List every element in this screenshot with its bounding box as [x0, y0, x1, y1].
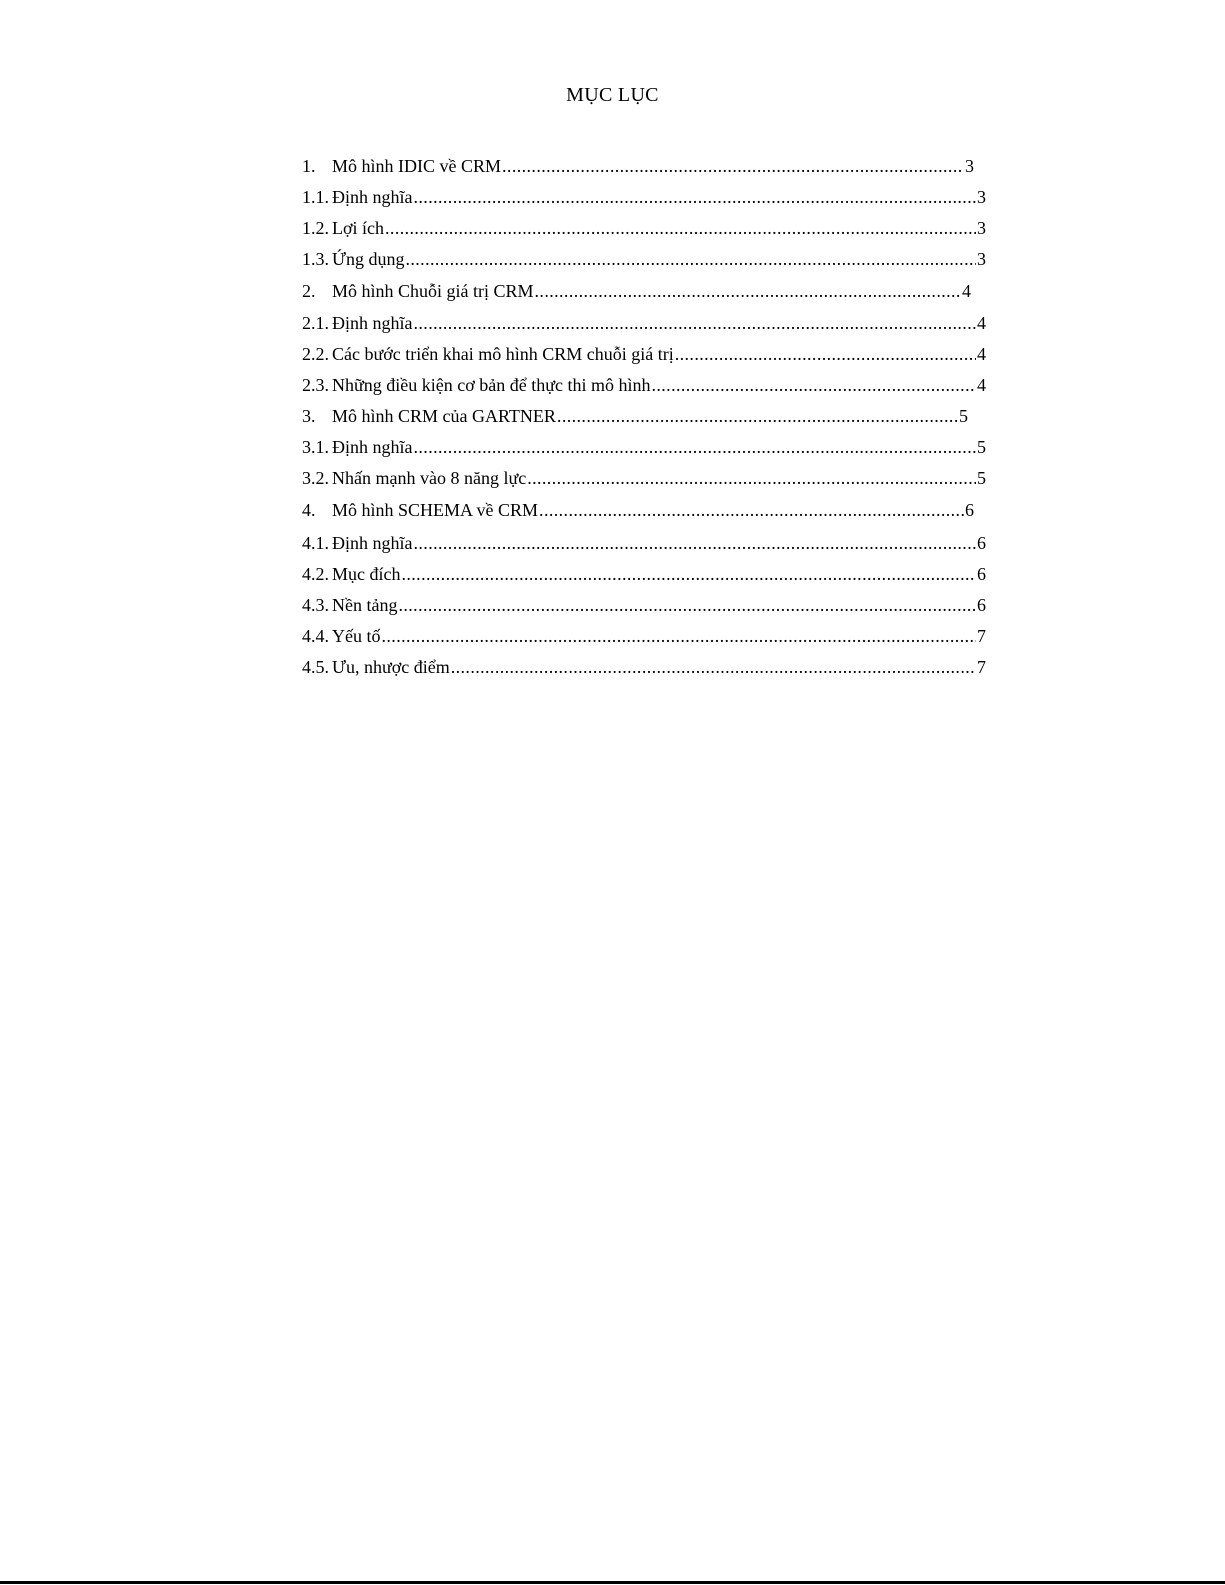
toc-dot-leader [502, 154, 964, 178]
toc-entry-number: 1. [302, 156, 316, 176]
toc-entry-number: 4.4. [302, 626, 329, 646]
toc-dot-leader [382, 624, 977, 648]
toc-entry-text: Mô hình SCHEMA về CRM [332, 500, 539, 520]
toc-entry-number: 4.5. [302, 657, 329, 677]
page-title: MỤC LỤC [566, 84, 659, 106]
toc-entry[interactable] [302, 247, 986, 271]
toc-entry-text: Nhấn mạnh vào 8 năng lực [332, 468, 527, 488]
toc-dot-leader [414, 435, 977, 459]
toc-entry-page: 6 [977, 533, 986, 553]
toc-entry-page: 5 [977, 468, 986, 488]
toc-entry-number: 2.3. [302, 375, 329, 395]
toc-dot-leader [675, 342, 976, 366]
toc-entry-number: 1.2. [302, 218, 329, 238]
toc-entry-text: Định nghĩa [332, 437, 413, 457]
toc-entry-page: 4 [977, 313, 986, 333]
toc-entry-number: 2.1. [302, 313, 329, 333]
toc-entry-text: Yếu tố [332, 626, 381, 646]
toc-entry-number: 3.1. [302, 437, 329, 457]
toc-entry[interactable] [302, 216, 986, 240]
toc-entry[interactable] [302, 342, 986, 366]
toc-dot-leader [405, 247, 976, 271]
toc-entry-page: 6 [965, 500, 974, 520]
toc-dot-leader [539, 498, 964, 522]
toc-dot-leader [414, 311, 977, 335]
toc-dot-leader [401, 562, 976, 586]
toc-entry[interactable] [302, 624, 986, 648]
toc-entry-text: Những điều kiện cơ bản để thực thi mô hình [332, 375, 651, 395]
toc-entry-number: 2. [302, 281, 316, 301]
toc-dot-leader [414, 185, 977, 209]
toc-entry-page: 4 [977, 344, 986, 364]
toc-entry-text: Ưu, nhược điểm [332, 657, 450, 677]
toc-entry-text: Mô hình CRM của GARTNER [332, 406, 556, 426]
toc-dot-leader [451, 655, 976, 679]
toc-dot-leader [385, 216, 976, 240]
toc-entry-page: 6 [977, 564, 986, 584]
toc-entry[interactable] [302, 466, 986, 490]
toc-entry-page: 7 [977, 626, 986, 646]
toc-entry-page: 6 [977, 595, 986, 615]
toc-dot-leader [535, 279, 961, 303]
toc-entry-number: 2.2. [302, 344, 329, 364]
toc-entry[interactable] [302, 185, 986, 209]
toc-entry-number: 4.2. [302, 564, 329, 584]
toc-entry-page: 3 [965, 156, 974, 176]
toc-entry-number: 4.1. [302, 533, 329, 553]
toc-entry-text: Mô hình IDIC về CRM [332, 156, 502, 176]
toc-entry-number: 1.1. [302, 187, 329, 207]
toc-entry-text: Định nghĩa [332, 313, 413, 333]
toc-dot-leader [651, 373, 976, 397]
toc-entry-page: 3 [977, 218, 986, 238]
toc-entry[interactable] [302, 404, 968, 428]
toc-entry-page: 3 [977, 187, 986, 207]
toc-entry[interactable] [302, 531, 986, 555]
toc-entry-text: Lợi ích [332, 218, 385, 238]
toc-entry-page: 5 [959, 406, 968, 426]
toc-entry[interactable] [302, 311, 986, 335]
toc-entry[interactable] [302, 655, 986, 679]
toc-entry-page: 7 [977, 657, 986, 677]
toc-entry[interactable] [302, 498, 974, 522]
toc-entry-number: 3.2. [302, 468, 329, 488]
toc-entry[interactable] [302, 279, 971, 303]
toc-entry-number: 4. [302, 500, 316, 520]
toc-entry-text: Ứng dụng [332, 249, 405, 269]
toc-entry-text: Các bước triển khai mô hình CRM chuỗi giá trị [332, 344, 674, 364]
toc-entry[interactable] [302, 562, 986, 586]
toc-dot-leader [414, 531, 977, 555]
toc-dot-leader [557, 404, 958, 428]
toc-entry-text: Mục đích [332, 564, 401, 584]
toc-dot-leader [527, 466, 976, 490]
toc-entry[interactable] [302, 373, 986, 397]
toc-entry-page: 3 [977, 249, 986, 269]
toc-entry[interactable] [302, 593, 986, 617]
toc-entry-page: 5 [977, 437, 986, 457]
toc-entry-text: Nền tảng [332, 595, 398, 615]
toc-dot-leader [398, 593, 976, 617]
toc-entry-text: Định nghĩa [332, 187, 413, 207]
toc-entry-number: 1.3. [302, 249, 329, 269]
bottom-border-line [0, 1581, 1225, 1584]
toc-entry[interactable] [302, 435, 986, 459]
toc-entry[interactable] [302, 154, 974, 178]
toc-entry-number: 4.3. [302, 595, 329, 615]
toc-entry-text: Mô hình Chuỗi giá trị CRM [332, 281, 534, 301]
toc-entry-page: 4 [977, 375, 986, 395]
toc-entry-number: 3. [302, 406, 316, 426]
toc-entry-text: Định nghĩa [332, 533, 413, 553]
toc-entry-page: 4 [962, 281, 971, 301]
